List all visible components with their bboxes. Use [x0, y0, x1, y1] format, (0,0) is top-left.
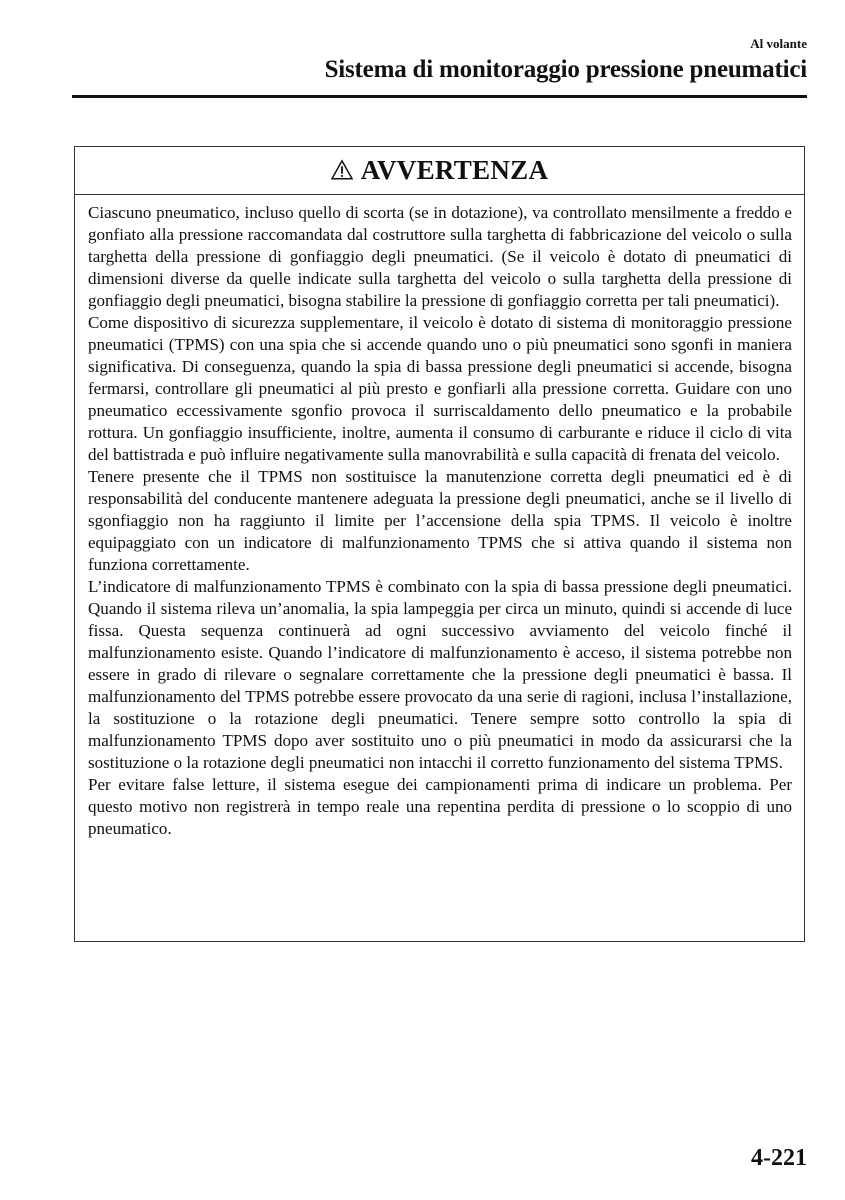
warning-paragraph: Tenere presente che il TPMS non sostituisce la manutenzione corretta degli pneumatici ed è di responsabilità del conducente mantenere adeguata la pressione degli pneumatici, anche se il livello di sgonfiaggio non ha raggiunto il limite per l’accensione della spia TPMS. Il veicolo è inoltre equipaggiato con un indicatore di malfunzionamento TPMS che si attiva quando il sistema non funziona correttamente.: [88, 467, 792, 574]
warning-header: [75, 147, 804, 195]
warning-title: AVVERTENZA: [360, 155, 549, 185]
page-number: 4-221: [751, 1145, 807, 1171]
page-title: Sistema di monitoraggio pressione pneumatici: [324, 56, 807, 83]
warning-body: [75, 195, 804, 840]
warning-paragraph: Come dispositivo di sicurezza supplementare, il veicolo è dotato di sistema di monitoraggio pressione pneumatici (TPMS) con una spia che si accende quando uno o più pneumatici sono sgonfi in maniera significativa. Di conseguenza, quando la spia di bassa pressione degli pneumatici si accende, bisogna fermarsi, controllare gli pneumatici al più presto e gonfiarli alla pressione corretta. Guidare con uno pneumatico eccessivamente sgonfio provoca il surriscaldamento dello pneumatico e la probabile rottura. Un gonfiaggio insufficiente, inoltre, aumenta il consumo di carburante e riduce il ciclo di vita del battistrada e può influire negativamente sulla manovrabilità e sulla capacità di frenata del veicolo.: [88, 313, 792, 464]
warning-paragraph: Per evitare false letture, il sistema esegue dei campionamenti prima di indicare un problema. Per questo motivo non registrerà in tempo reale una repentina perdita di pressione o lo scoppio di uno pneumatico.: [88, 775, 792, 838]
warning-triangle-icon: [331, 159, 353, 181]
warning-paragraph: L’indicatore di malfunzionamento TPMS è combinato con la spia di bassa pressione degli pneumatici. Quando il sistema rileva un’anomalia, la spia lampeggia per circa un minuto, quindi si accende di luce fissa. Questa sequenza continuerà ad ogni successivo avviamento del veicolo finché il malfunzionamento esiste. Quando l’indicatore di malfunzionamento è acceso, il sistema potrebbe non essere in grado di rilevare o segnalare correttamente che la pressione degli pneumatici è bassa. Il malfunzionamento del TPMS potrebbe essere provocato da una serie di ragioni, inclusa l’installazione, la sostituzione o la rotazione degli pneumatici. Tenere sempre sotto controllo la spia di malfunzionamento TPMS dopo aver sostituito uno o più pneumatici in modo da assicurarsi che la sostituzione o la rotazione degli pneumatici non intacchi il corretto funzionamento del sistema TPMS.: [88, 577, 792, 772]
section-label: Al volante: [750, 36, 807, 51]
warning-paragraph: Ciascuno pneumatico, incluso quello di scorta (se in dotazione), va controllato mensilmente a freddo e gonfiato alla pressione raccomandata dal costruttore sulla targhetta di fabbricazione del veicolo o sulla targhetta della pressione di gonfiaggio degli pneumatici. (Se il veicolo è dotato di pneumatici di dimensioni diverse da quelle indicate sulla targhetta del veicolo o sulla targhetta della pressione di gonfiaggio degli pneumatici, bisogna stabilire la pressione di gonfiaggio corretta per tali pneumatici).: [88, 203, 792, 310]
warning-box: [74, 146, 805, 942]
title-divider: [72, 95, 807, 98]
